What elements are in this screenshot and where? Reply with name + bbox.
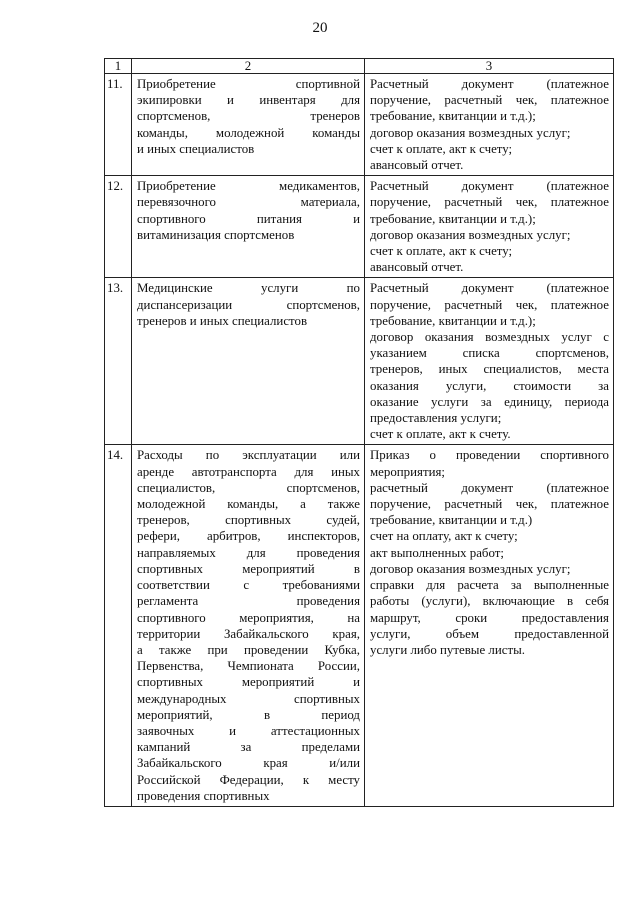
text-line: спортивных мероприятий в bbox=[137, 561, 360, 576]
text-line: мероприятий, в период bbox=[137, 707, 360, 722]
text-line: спортсменов, тренеров bbox=[137, 109, 360, 124]
required-documents-cell bbox=[365, 74, 614, 176]
expense-documents-table bbox=[104, 58, 614, 807]
text-line: тренеров и иных специалистов bbox=[137, 313, 308, 328]
text-line: проведения спортивных bbox=[137, 788, 270, 803]
required-documents-cell bbox=[365, 176, 614, 278]
text-line: счет к оплате, акт к счету; bbox=[370, 244, 513, 259]
text-line: работы (услуги), включающие в себя bbox=[370, 594, 609, 609]
text-line: Приказ о проведении спортивного bbox=[370, 448, 609, 463]
text-line: авансовый отчет. bbox=[370, 158, 464, 173]
text-line: счет на оплату, акт к счету; bbox=[370, 529, 518, 544]
text-line: заявочных и аттестационных bbox=[137, 723, 360, 738]
page-number: 20 bbox=[312, 20, 328, 36]
header-cell-3: 3 bbox=[365, 59, 614, 74]
text-line: требование, квитанции и т.д.); bbox=[370, 109, 536, 124]
text-line: спортивного питания и bbox=[137, 211, 360, 226]
text-line: Российской Федерации, к месту bbox=[137, 772, 360, 787]
text-line: поручение, расчетный чек, платежное bbox=[370, 497, 609, 512]
row-number: 13. bbox=[105, 278, 132, 445]
text-line: витаминизация спортсменов bbox=[137, 227, 295, 242]
table-row bbox=[105, 74, 614, 176]
expense-description-cell bbox=[132, 278, 365, 445]
required-documents-cell bbox=[365, 445, 614, 806]
text-line: оказания услуги, стоимости за bbox=[370, 378, 609, 393]
text-line: договор оказания возмездных услуг с bbox=[370, 330, 609, 345]
text-line: а также при проведении Кубка, bbox=[137, 642, 360, 657]
expense-description-cell bbox=[132, 445, 365, 806]
text-line: требование, квитанции и т.д.) bbox=[370, 513, 533, 528]
text-line: Расчетный документ (платежное bbox=[370, 281, 609, 296]
table-header-row bbox=[105, 59, 614, 74]
text-line: Расчетный документ (платежное bbox=[370, 77, 609, 91]
text-line: поручение, расчетный чек, платежное bbox=[370, 93, 609, 108]
text-line: спортивного мероприятия, на bbox=[137, 610, 360, 625]
text-line: экипировки и инвентаря для bbox=[137, 93, 360, 108]
text-line: тренеров, спортивных судей, bbox=[137, 513, 360, 528]
text-line: команды, молодежной команды bbox=[137, 125, 360, 140]
text-line: диспансеризации спортсменов, bbox=[137, 297, 360, 312]
text-line: справки для расчета за выполненные bbox=[370, 578, 609, 593]
text-line: Расчетный документ (платежное bbox=[370, 179, 609, 194]
text-line: оказание услуги за единицу, периода bbox=[370, 394, 609, 409]
text-line: Расходы по эксплуатации или bbox=[137, 448, 360, 463]
text-line: и иных специалистов bbox=[137, 141, 255, 156]
text-line: рефери, арбитров, инспекторов, bbox=[137, 529, 360, 544]
text-line: услуги либо путевые листы. bbox=[370, 642, 525, 657]
text-line: международных спортивных bbox=[137, 691, 360, 706]
text-line: Первенства, Чемпионата России, bbox=[137, 659, 360, 674]
text-line: договор оказания возмездных услуг; bbox=[370, 561, 571, 576]
table-row bbox=[105, 445, 614, 806]
row-number: 12. bbox=[105, 176, 132, 278]
text-line: кампаний за пределами bbox=[137, 740, 360, 755]
table-row bbox=[105, 176, 614, 278]
text-line: направляемых для проведения bbox=[137, 545, 360, 560]
text-line: счет к оплате, акт к счету. bbox=[370, 427, 511, 442]
header-cell-1: 1 bbox=[105, 59, 132, 74]
text-line: расчетный документ (платежное bbox=[370, 480, 609, 495]
expense-description-cell bbox=[132, 74, 365, 176]
text-line: Приобретение спортивной bbox=[137, 77, 360, 91]
table-row bbox=[105, 278, 614, 445]
text-line: поручение, расчетный чек, платежное bbox=[370, 297, 609, 312]
text-line: спортивных мероприятий и bbox=[137, 675, 360, 690]
text-line: Медицинские услуги по bbox=[137, 281, 360, 296]
text-line: требование, квитанции и т.д.); bbox=[370, 313, 536, 328]
text-line: поручение, расчетный чек, платежное bbox=[370, 195, 609, 210]
text-line: договор оказания возмездных услуг; bbox=[370, 227, 571, 242]
header-cell-2: 2 bbox=[132, 59, 365, 74]
text-line: Забайкальского края и/или bbox=[137, 756, 360, 771]
required-documents-cell bbox=[365, 278, 614, 445]
text-line: тренеров, иных специалистов, места bbox=[370, 362, 609, 377]
text-line: услуги, объем предоставленной bbox=[370, 626, 609, 641]
expense-description-cell bbox=[132, 176, 365, 278]
text-line: договор оказания возмездных услуг; bbox=[370, 125, 571, 140]
text-line: регламента проведения bbox=[137, 594, 360, 609]
text-line: авансовый отчет. bbox=[370, 260, 464, 275]
text-line: мероприятия; bbox=[370, 464, 445, 479]
text-line: соответствии с требованиями bbox=[137, 578, 360, 593]
row-number: 14. bbox=[105, 445, 132, 806]
text-line: территории Забайкальского края, bbox=[137, 626, 360, 641]
text-line: аренде автотранспорта для иных bbox=[137, 464, 360, 479]
text-line: молодежной команды, а также bbox=[137, 497, 360, 512]
text-line: счет к оплате, акт к счету; bbox=[370, 141, 513, 156]
text-line: предоставления услуги; bbox=[370, 411, 502, 426]
text-line: специалистов, спортсменов, bbox=[137, 480, 360, 495]
row-number: 11. bbox=[105, 74, 132, 176]
text-line: требование, квитанции и т.д.); bbox=[370, 211, 536, 226]
text-line: маршрут, сроки предоставления bbox=[370, 610, 609, 625]
text-line: Приобретение медикаментов, bbox=[137, 179, 360, 194]
text-line: указанием списка спортсменов, bbox=[370, 346, 609, 361]
text-line: перевязочного материала, bbox=[137, 195, 360, 210]
text-line: акт выполненных работ; bbox=[370, 545, 504, 560]
